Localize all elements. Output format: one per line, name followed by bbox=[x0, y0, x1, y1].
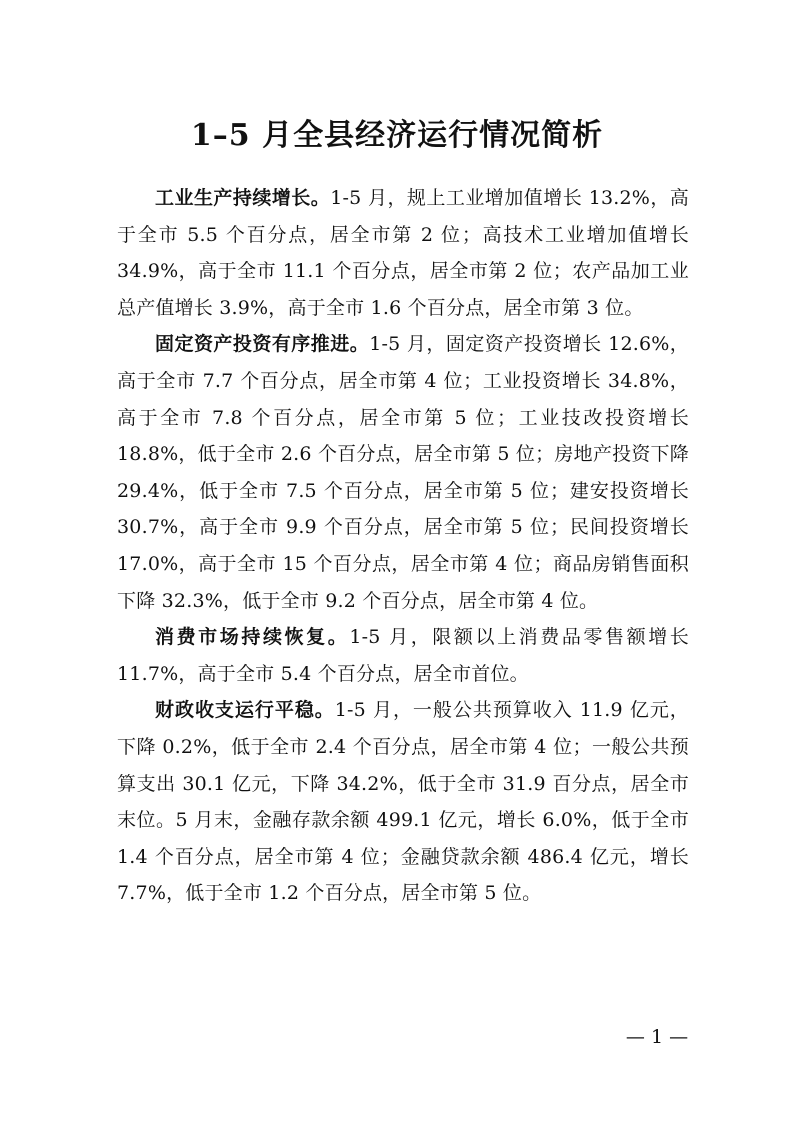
paragraph-text: 1-5 月，一般公共预算收入 11.9 亿元，下降 0.2%，低于全市 2.4 个百分点，居全市第 4 位；一般公共预算支出 30.1 亿元，下降 34.2%，低于全市 31.9 百分点，居全市末位。5 月末，金融存款余额 499.1 亿元，增长 6.0%，低于全市 1.4 个百分点，居全市第 4 位；金融贷款余额 486.4 亿元，增长 7.7%，低于全市 1.2 个百分点，居全市第 5 位。 bbox=[117, 699, 689, 905]
document-body bbox=[117, 180, 689, 912]
paragraph-fiscal-revenue-expenditure bbox=[117, 692, 689, 912]
paragraph-lead: 财政收支运行平稳。 bbox=[155, 699, 335, 722]
paragraph-text: 1-5 月，规上工业增加值增长 13.2%，高于全市 5.5 个百分点，居全市第 2 位；高技术工业增加值增长 34.9%，高于全市 11.1 个百分点，居全市第 2 位；农产品加工业总产值增长 3.9%，高于全市 1.6 个百分点，居全市第 3 位。 bbox=[117, 187, 689, 319]
paragraph-text: 1-5 月，限额以上消费品零售额增长 11.7%，高于全市 5.4 个百分点，居全市首位。 bbox=[117, 626, 689, 685]
paragraph-industrial-production bbox=[117, 180, 689, 326]
paragraph-lead: 工业生产持续增长。 bbox=[155, 187, 331, 209]
paragraph-text: 1-5 月，固定资产投资增长 12.6%，高于全市 7.7 个百分点，居全市第 4 位；工业投资增长 34.8%，高于全市 7.8 个百分点，居全市第 5 位；工业技改投资增长 18.8%，低于全市 2.6 个百分点，居全市第 5 位；房地产投资下降 29.4%，低于全市 7.5 个百分点，居全市第 5 位；建安投资增长 30.7%，高于全市 9.9 个百分点，居全市第 5 位；民间投资增长 17.0%，高于全市 15 个百分点，居全市第 4 位；商品房销售面积下降 32.3%，低于全市 9.2 个百分点，居全市第 4 位。 bbox=[117, 333, 689, 612]
document-title: 1–5 月全县经济运行情况简析 bbox=[190, 118, 604, 153]
paragraph-fixed-asset-investment bbox=[117, 326, 689, 619]
page-number: — 1 — bbox=[625, 1026, 689, 1048]
paragraph-lead: 消费市场持续恢复。 bbox=[155, 626, 350, 649]
paragraph-consumer-market bbox=[117, 619, 689, 692]
paragraph-lead: 固定资产投资有序推进。 bbox=[155, 333, 370, 356]
